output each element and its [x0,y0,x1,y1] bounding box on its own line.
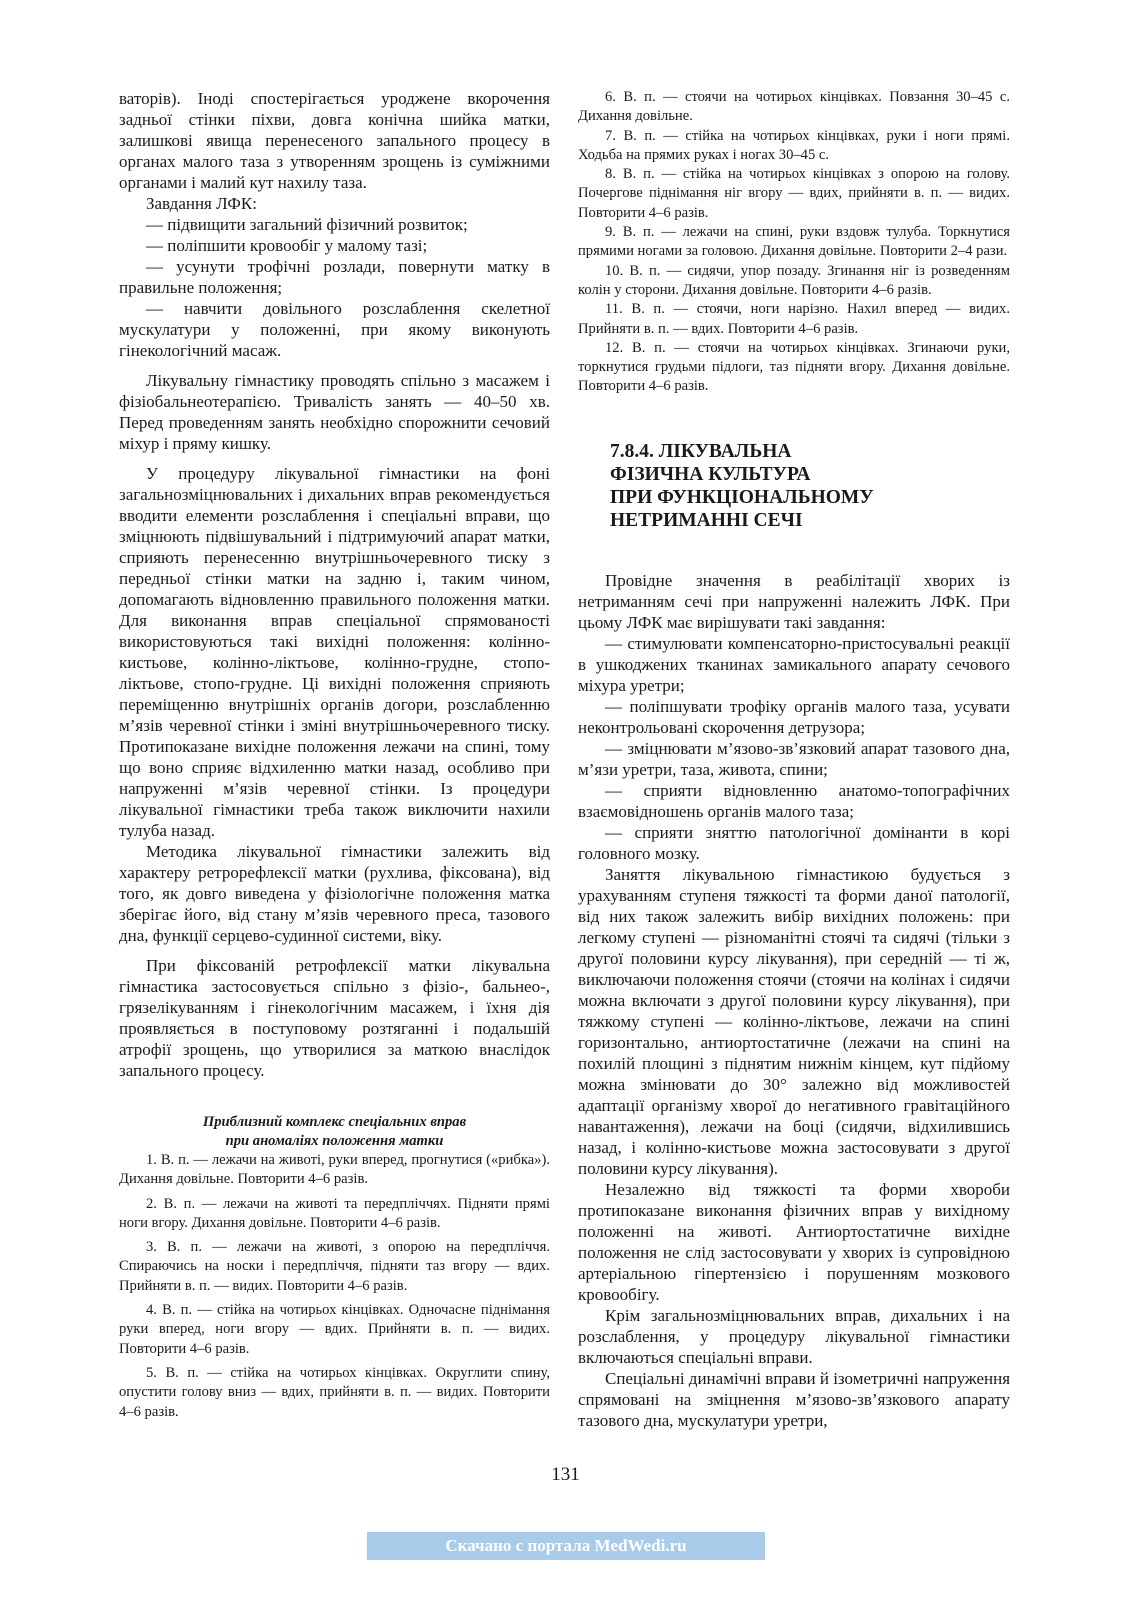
right-task-item: — поліпшувати трофіку органів малого таза, усувати неконтрольовані скорочення детрузора; [578,696,1010,737]
section-heading-line: 7.8.4. ЛІКУВАЛЬНА [610,440,792,462]
exercise-item: 3. В. п. — лежачи на животі, з опорою на передпліччя. Спираючись на носки і передпліччя, підняти таз вгору — вдих. Прийняти в. п. — видих. Повторити 4–6 разів. [119,1239,550,1294]
exercise-item: 11. В. п. — стоячи, ноги нарізно. Нахил вперед — видих. Прийняти в. п. — вдих. Повторити 4–6 разів. [578,301,1010,337]
left-intro-paragraph: ваторів). Іноді спостерігається уроджене вкорочення задньої стінки піхви, довга конічна шийка матки, залишкові явища перенесеного запального процесу в органах малого таза з утворенням зрощень із суміжними органами і малий кут нахилу таза. [119,89,550,192]
section-heading-line: ФІЗИЧНА КУЛЬТУРА [610,463,811,485]
right-task-item: — зміцнювати м’язово-зв’язковий апарат тазового дна, м’язи уретри, таза, живота, спини; [578,738,1010,779]
exercise-item: 4. В. п. — стійка на чотирьох кінцівках. Одночасне піднімання руки вперед, ноги вгору — вдих. Прийняти в. п. — видих. Повторити 4–6 разів. [119,1302,550,1357]
exercise-item: 5. В. п. — стійка на чотирьох кінцівках. Округлити спину, опустити голову вниз — вдих, прийняти в. п. — видих. Повторити 4–6 разів. [119,1364,550,1420]
right-paragraph: Спеціальні динамічні вправи й ізометричні напруження спрямовані на зміцнення м’язово-зв’язкового апарату тазового дна, мускулатури уретри, [578,1368,1011,1430]
exercise-item: 7. В. п. — стійка на чотирьох кінцівках, руки і ноги прямі. Ходьба на прямих руках і ногах 30–45 с. [578,127,1010,163]
left-exercise-list [119,1151,550,1422]
caption-line: Приблизний комплекс спеціальних вправ [202,1114,467,1130]
exercise-item: 6. В. п. — стоячи на чотирьох кінцівках. Повзання 30–45 с. Дихання довільне. [578,89,1010,125]
left-column [119,88,550,1422]
exercise-item: 8. В. п. — стійка на чотирьох кінцівках з опорою на голову. Почергове піднімання ніг вгору — вдих, прийняти в. п. — видих. Повторити 4–6 разів. [578,166,1010,221]
page-number: 131 [551,1464,580,1485]
right-task-item: — сприяти зняттю патологічної домінанти в корі головного мозку. [578,822,1010,863]
left-paragraph: При фіксованій ретрофлексії матки лікувальна гімнастика застосовується спільно з фізіо-, бальнео-, грязелікуванням і гінекологічним масажем, і їхня дія проявляється в поступовому розтяганні і подальшій атрофії зрощень, що утворилися за маткою внаслідок запального процесу. [119,956,550,1080]
exercise-item: 1. В. п. — лежачи на животі, руки вперед, прогнутися («рибка»). Дихання довільне. Повторити 4–6 разів. [119,1152,550,1188]
left-paragraph: Методика лікувальної гімнастики залежить від характеру ретрорефлексії матки (рухлива, фіксована), від того, як довго виведена у фізіологічне положення матка зберігає його, від стану м’язів черевного преса, тазового дна, функції серцево-судинної системи, віку. [119,842,550,945]
left-task-item: — усунути трофічні розлади, повернути матку в правильне положення; [119,257,550,297]
right-task-item: — сприяти відновленню анатомо-топографічних взаємовідношень органів малого таза; [578,780,1010,821]
download-source-banner: Скачано с портала MedWedi.ru [367,1532,765,1560]
right-column [578,88,1010,1431]
right-paragraph: Крім загальнозміцнювальних вправ, дихальних і на розслаблення, у процедуру лікувальної гімнастики включаються спеціальні вправи. [578,1305,1010,1367]
right-body [578,570,1010,1431]
exercise-item: 12. В. п. — стоячи на чотирьох кінцівках. Згинаючи руки, торкнутися грудьми підлоги, таз підняти вгору. Дихання довільне. Повторити 4–6 разів. [578,339,1010,395]
section-heading [610,440,1010,532]
right-exercise-list [578,88,1010,397]
section-heading-line: НЕТРИМАННІ СЕЧІ [610,509,803,531]
exercise-item: 2. В. п. — лежачи на животі та передпліччях. Підняти прямі ноги вгору. Дихання довільне. Повторити 4–6 разів. [119,1195,550,1231]
right-task-item: — стимулювати компенсаторно-пристосувальні реакції в ушкоджених тканинах замикального апарату сечового міхура уретри; [578,633,1010,695]
left-tasks-title: Завдання ЛФК: [146,194,257,213]
caption-line: при аномаліях положення матки [225,1133,444,1149]
section-heading-line: ПРИ ФУНКЦІОНАЛЬНОМУ [610,486,874,508]
left-paragraph: Лікувальну гімнастику проводять спільно з масажем і фізіобальнеотерапією. Тривалість занять — 40–50 хв. Перед проведенням занять необхідно спорожнити сечовий міхур і пряму кишку. [119,371,550,453]
exercise-item: 9. В. п. — лежачи на спині, руки вздовж тулуба. Торкнутися прямими ногами за головою. Дихання довільне. Повторити 2–4 рази. [578,224,1010,260]
right-paragraph: Заняття лікувальною гімнастикою будується з урахуванням ступеня тяжкості та форми даної патології, від них також залежить вибір вихідних положень: при легкому ступені — різноманітні стоячі та сидячі (тільки з другої половини курсу лікування), при середній — ті ж, виключаючи положення стоячи (стоячи на колінах і сидячи можна включати з другої половини курсу лікування), при тяжкому ступені — колінно-ліктьове, лежачи на спині горизонтально, антиортостатичне (лежачи на спині на похилій площині з піднятим нижнім кінцем, кут підйому можна змінювати до 30° залежно від можливостей адаптації організму хворої до негативного гравітаційного навантаження), лежачи на боці (сидячи, відхилившись назад, і колінно-кистьове можна застосовувати з другої половини курсу лікування). [578,864,1010,1178]
right-paragraph: Незалежно від тяжкості та форми хвороби протипоказане виконання фізичних вправ у вихідному положенні на животі. Антиортостатичне вихідне положення не слід застосовувати у хворих із супровідною артеріальною гіпертензією і порушенням мозкового кровообігу. [578,1179,1010,1304]
left-body [119,88,550,1081]
exercise-item: 10. В. п. — сидячи, упор позаду. Згинання ніг із розведенням колін у сторони. Дихання довільне. Повторити 4–6 разів. [578,262,1010,298]
left-paragraph: У процедуру лікувальної гімнастики на фоні загальнозміцнювальних і дихальних вправ рекомендується вводити елементи розслаблення і спеціальні вправи, що зміцнюють підвішувальний і підтримуючий апарат матки, сприяють перенесенню внутрішньочеревного тиску з передньої стінки матки на задню і, таким чином, допомагають відновленню правильного положення матки. Для виконання вправ спеціальної спрямованості використовуються такі вихідні положення: колінно-кистьове, колінно-ліктьове, колінно-грудне, стопо-ліктьове, стопо-грудне. Ці вихідні положення сприяють переміщенню внутрішніх органів догори, розслабленню м’язів черевної стінки і зміні внутрішньочеревного тиску. Протипоказане вихідне положення лежачи на спині, тому що воно сприяє відхиленню матки назад, особливо при напруженні м’язів черевної стінки. Із процедури лікувальної гімнастики треба також виключити нахили тулуба назад. [119,464,550,840]
left-task-item: — поліпшити кровообіг у малому тазі; [146,236,428,255]
left-task-item: — підвищити загальний фізичний розвиток; [146,215,468,234]
exercise-complex-caption [119,1113,550,1151]
right-intro-paragraph: Провідне значення в реабілітації хворих із нетриманням сечі при напруженні належить ЛФК. При цьому ЛФК має вирішувати такі завдання: [578,570,1010,632]
left-task-item: — навчити довільного розслаблення скелетної мускулатури у положенні, при якому виконують гінекологічний масаж. [119,299,550,360]
